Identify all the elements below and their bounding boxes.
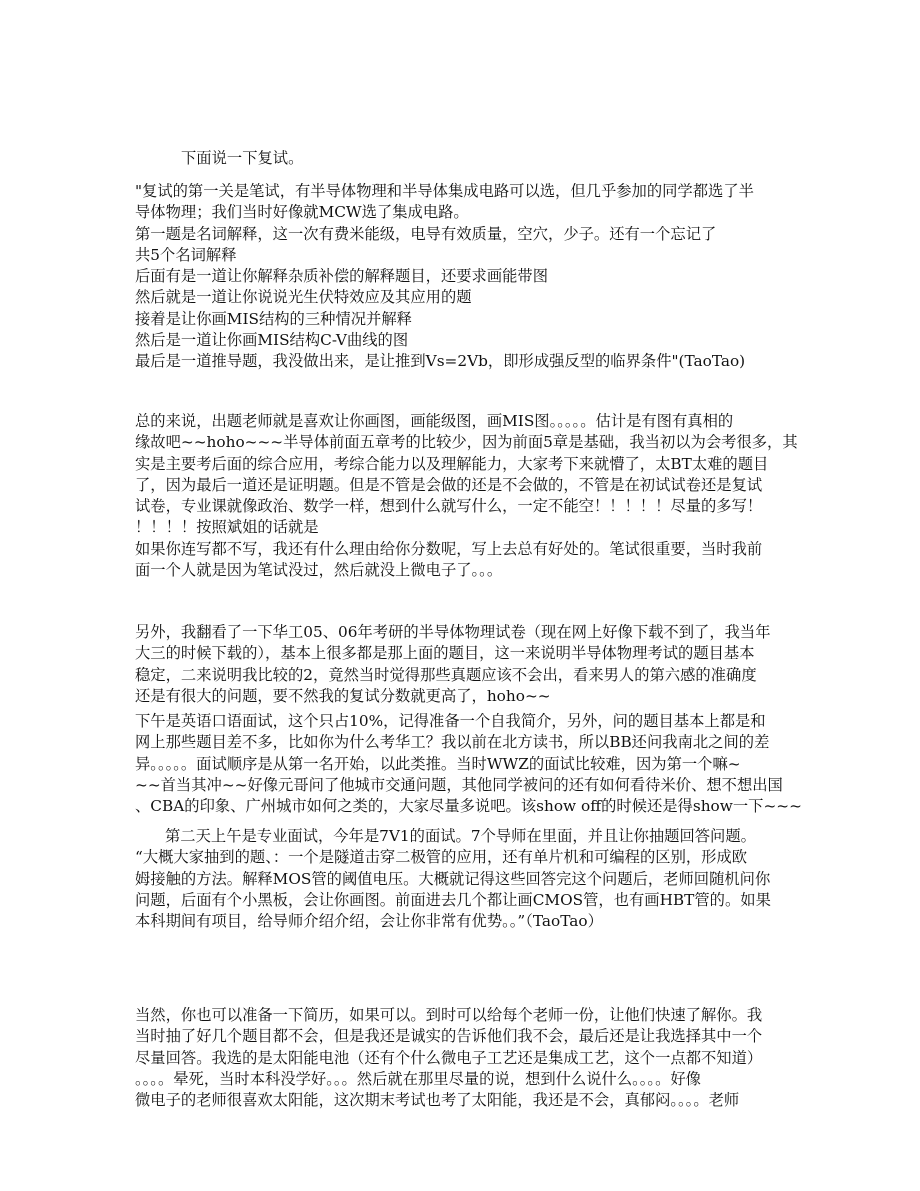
oral-english-paragraph: [135, 711, 805, 817]
text-line: ！！！！按照斌姐的话就是: [135, 518, 319, 537]
text-line: 姆接触的方法。解释MOS管的阈值电压。大概就记得这些回答完这个问题后，老师回随机问你: [135, 869, 771, 888]
text-line: 试卷，专业课就像政治、数学一样，想到什么就写什么，一定不能空！！！！！尽量的多写！: [135, 497, 763, 516]
text-line: 然后就是一道让你说说光生伏特效应及其应用的题: [135, 288, 472, 307]
text-line: 后面有是一道让你解释杂质补偿的解释题目，还要求画能带图: [135, 267, 549, 286]
text-line: 了，因为最后一道还是证明题。但是不管是会做的还是不会做的，不管是在初试试卷还是复试: [135, 475, 763, 494]
text-line: “大概大家抽到的题、：一个是隧道击穿二极管的应用，还有单片机和可编程的区别，形成欧: [135, 848, 748, 867]
text-line: 网上那些题目差不多，比如你为什么考华工？我以前在北方读书，所以BB还问我南北之间的差: [135, 733, 770, 752]
text-line: 还是有很大的问题，要不然我的复试分数就更高了，hoho~~: [135, 686, 551, 705]
past-papers-paragraph: [135, 622, 805, 707]
text-line: 缘故吧~~hoho~~~半导体前面五章考的比较少，因为前面5章是基础，我当初以为会考很多，其: [135, 433, 798, 452]
text-line: 下午是英语口语面试，这个只占10%，记得准备一个自我简介，另外，问的题目基本上都是和: [135, 712, 766, 730]
summary-paragraph: [135, 411, 805, 581]
text-line: 问题，后面有个小黑板，会让你画图。前面进去几个都让画CMOS管，也有画HBT管的。如果: [135, 890, 771, 909]
text-line: 本科期间有项目，给导师介绍介绍，会让你非常有优势。。”（TaoTao）: [135, 912, 603, 931]
text-line: 下面说一下复试。: [181, 149, 304, 167]
text-line: 稳定，二来说明我比较的2，竟然当时觉得那些真题应该不会出，看来男人的第六感的准确度: [135, 665, 757, 684]
text-line: 共5个名词解释: [135, 245, 237, 264]
written-exam-paragraph: [135, 181, 805, 373]
intro-paragraph: [135, 148, 805, 169]
text-line: 总的来说，出题老师就是喜欢让你画图，画能级图，画MIS图。。。。。估计是有图有真相的: [135, 412, 734, 430]
text-line: 然后是一道让你画MIS结构C-V曲线的图: [135, 331, 409, 350]
text-line: 另外，我翻看了一下华工05、06年考研的半导体物理试卷（现在网上好像下载不到了，我当年: [135, 623, 771, 641]
text-line: 第一题是名词解释，这一次有费米能级，电导有效质量，空穴，少子。还有一个忘记了: [135, 224, 717, 243]
text-line: 当时抽了好几个题目都不会，但是我还是诚实的告诉他们我不会，最后还是让我选择其中一个: [135, 1027, 763, 1046]
text-line: 实是主要考后面的综合应用，考综合能力以及理解能力，大家考下来就懵了，太BT太难的题目: [135, 454, 769, 473]
text-line: 。。。。晕死，当时本科没学好。。。然后就在那里尽量的说，想到什么说什么。。。。好像: [135, 1069, 701, 1088]
text-line: 微电子的老师很喜欢太阳能，这次期末考试也考了太阳能，我还是不会，真郁闷。。。。老师: [135, 1091, 740, 1110]
text-line: 如果你连写都不写，我还有什么理由给你分数呢，写上去总有好处的。笔试很重要，当时我前: [135, 539, 763, 558]
text-line: 导体物理；我们当时好像就MCW选了集成电路。: [135, 203, 469, 222]
text-line: 最后是一道推导题，我没做出来，是让推到Vs=2Vb，即形成强反型的临界条件"(TaoTao): [135, 352, 746, 371]
text-line: 接着是让你画MIS结构的三种情况并解释: [135, 309, 412, 328]
text-line: "复试的第一关是笔试，有半导体物理和半导体集成电路可以选，但几乎参加的同学都选了半: [135, 182, 754, 200]
text-line: 尽量回答。我选的是太阳能电池（还有个什么微电子工艺还是集成工艺，这个一点都不知道）: [135, 1048, 763, 1067]
text-line: 面一个人就是因为笔试没过，然后就没上微电子了。。。: [135, 561, 503, 580]
text-line: 大三的时候下载的），基本上很多都是那上面的题目，这一来说明半导体物理考试的题目基本: [135, 644, 755, 663]
text-line: 第二天上午是专业面试，今年是7V1的面试。7个导师在里面，并且让你抽题回答问题。: [165, 827, 756, 845]
text-line: ~~首当其冲~~好像元哥问了他城市交通问题，其他同学被问的还有如何看待米价、想不想出国: [135, 775, 783, 794]
resume-paragraph: [135, 1005, 805, 1111]
text-line: 当然，你也可以准备一下简历，如果可以。到时可以给每个老师一份，让他们快速了解你。我: [135, 1006, 763, 1024]
professional-interview-paragraph: [135, 826, 805, 932]
text-line: 、CBA的印象、广州城市如何之类的，大家尽量多说吧。该show off的时候还是得show一下~~~: [135, 797, 802, 816]
text-line: 异。。。。。面试顺序是从第一名开始，以此类推。当时WWZ的面试比较难，因为第一个嘛~: [135, 754, 741, 773]
